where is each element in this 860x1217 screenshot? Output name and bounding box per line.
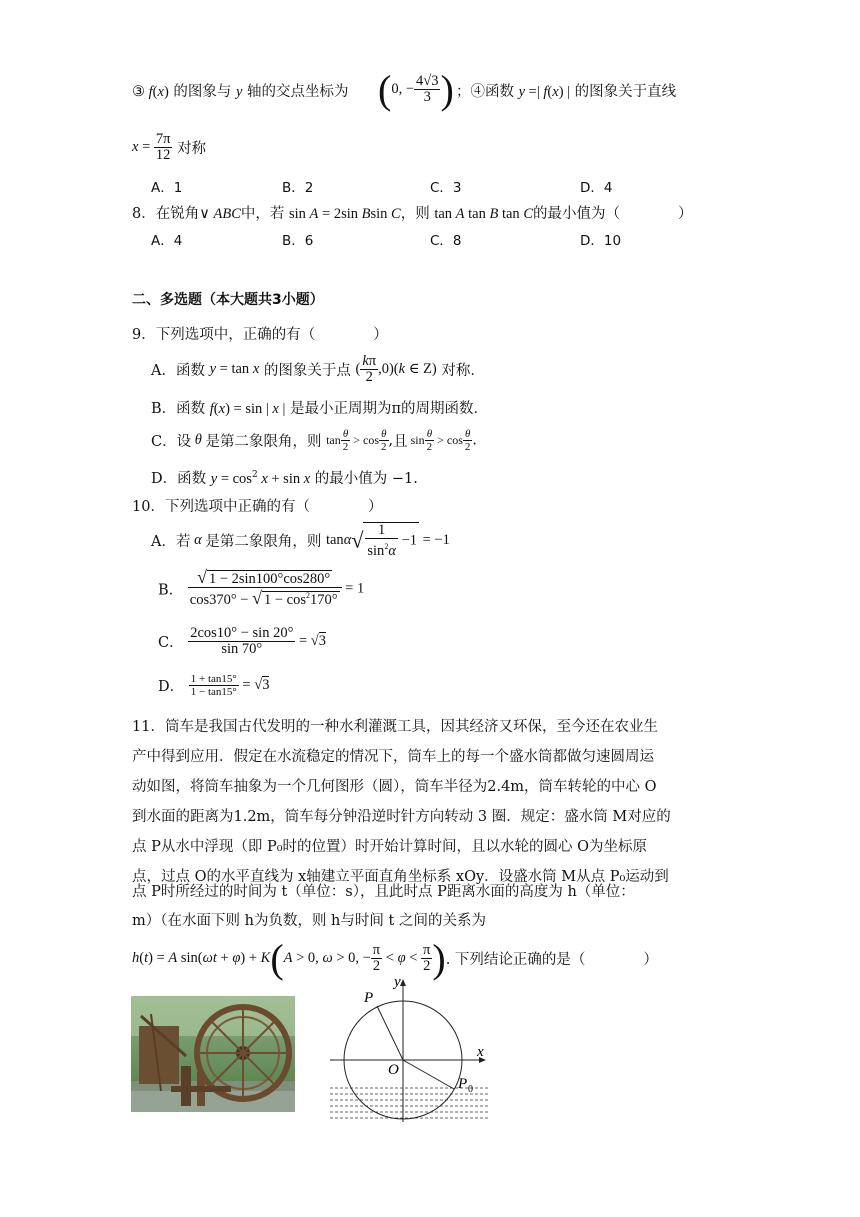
label-y: y bbox=[394, 974, 401, 990]
q11-line-3: 动如图，将筒车抽象为一个几何图形（圆），筒车半径为2.4m，筒车转轮的中心 O bbox=[132, 779, 657, 795]
q11-formula: h(t) = A sin(ωt + φ) + K(A > 0, ω > 0, − $\frac{\pi}{2}$ < φ < $\frac{\pi}{2}$ ). 下列结论正确的是（ ） bbox=[132, 936, 658, 981]
q7-line-x: x = $\frac{7\pi}{12}$ 对称 bbox=[132, 131, 207, 163]
circle-diagram bbox=[326, 970, 496, 1128]
q7-option-d: D．4 bbox=[580, 180, 613, 196]
q9-option-c: C．设 θ 是第二象限角，则 tan $\frac{\theta}{2}$ > cos $\frac{\theta}{2}$ ,且 sin $\frac{\theta}{2}$ > cos $\frac{\theta}{2}$ . bbox=[151, 428, 478, 453]
q11-line-6: 点，过点 O的水平直线为 x轴建立平面直角坐标系 xOy．设盛水筒 M从点 P₀运动到 bbox=[132, 869, 669, 885]
fx-expr: f bbox=[145, 84, 153, 100]
q10-option-d: D． $\frac{1 + \tan 15^\circ}{1 - \tan 15^\circ}$ = √3 bbox=[158, 673, 270, 698]
q11-line-7: 点 P时所经过的时间为 t（单位：s），且此时点 P距离水面的高度为 h（单位： bbox=[132, 884, 635, 900]
q7-option-c: C．3 bbox=[430, 180, 462, 196]
q10-option-a: A．若 α 是第二象限角，则 tanα√ $\frac{1}{\sin^2\alpha}$ −1 = −1 bbox=[151, 522, 450, 559]
water-wheel-photo bbox=[131, 996, 295, 1112]
q9-option-d: D．函数 $y = \cos^2 x + \sin x$ 的最小值为 −1. bbox=[151, 470, 418, 487]
q11-line-2: 产中得到应用．假定在水流稳定的情况下，筒车上的每一个盛水筒都做匀速圆周运 bbox=[132, 749, 654, 765]
q11-line-1: 11．筒车是我国古代发明的一种水利灌溉工具，因其经济又环保，至今还在农业生 bbox=[132, 719, 658, 735]
q8-option-a: A．4 bbox=[151, 233, 183, 249]
q7-item4: ；④函数 y =| f(x) | 的图象关于直线 bbox=[456, 84, 677, 100]
q9-option-a: A．函数 y = tan x 的图象关于点 ( $\frac{k\pi}{2}$ ,0)(k ∈ Z) 对称． bbox=[151, 353, 485, 385]
q11-line-4: 到水面的距离为1.2m，筒车每分钟沿逆时针方向转动 3 圈．规定：盛水筒 M对应的 bbox=[132, 809, 671, 825]
label-P: P bbox=[364, 990, 374, 1006]
q11-line-5: 点 P从水中浮现（即 P₀时的位置）时开始计算时间，且以水轮的圆心 O为坐标原 bbox=[132, 839, 648, 855]
q7-option-b: B．2 bbox=[282, 180, 314, 196]
q7-item3: ③ f(x) 的图象与 y 轴的交点坐标为 bbox=[132, 84, 349, 100]
q8-option-c: C．8 bbox=[430, 233, 462, 249]
q10-option-c: C． $\frac{2\cos 10^\circ - \sin 20^\circ}{\sin 70^\circ}$ = √3 bbox=[158, 625, 327, 657]
q10-option-b: B． $\frac{√ 1 - 2\sin 100^\circ\cos 280^\circ}{\cos 370^\circ - √ 1 - \cos^2170^\circ}$ = 1 bbox=[158, 567, 365, 608]
q9-stem: 9．下列选项中，正确的有（ ） bbox=[132, 327, 388, 343]
q7-point: (0, − $\frac{4√3}{3}$ ) bbox=[378, 67, 454, 112]
q8-stem: 8．在锐角∨ ABC中，若 sin A = 2sin Bsin C，则 tan A tan B tan C的最小值为（ ） bbox=[132, 206, 693, 222]
label-P0: P bbox=[458, 1076, 468, 1092]
label-x: x bbox=[477, 1044, 484, 1060]
q8-option-b: B．6 bbox=[282, 233, 314, 249]
section-heading: 二、多选题（本大题共3小题） bbox=[132, 292, 324, 308]
label-O: O bbox=[388, 1062, 399, 1078]
q11-line-8: m）（在水面下则 h为负数，则 h与时间 t 之间的关系为 bbox=[132, 913, 486, 929]
q8-option-d: D．10 bbox=[580, 233, 622, 249]
q10-stem: 10．下列选项中正确的有（ ） bbox=[132, 499, 383, 515]
q7-option-a: A．1 bbox=[151, 180, 183, 196]
label-P0-sub: 0 bbox=[468, 1084, 473, 1095]
q9-option-b: B．函数 f(x) = sin | x | 是最小正周期为π的周期函数． bbox=[151, 401, 489, 417]
